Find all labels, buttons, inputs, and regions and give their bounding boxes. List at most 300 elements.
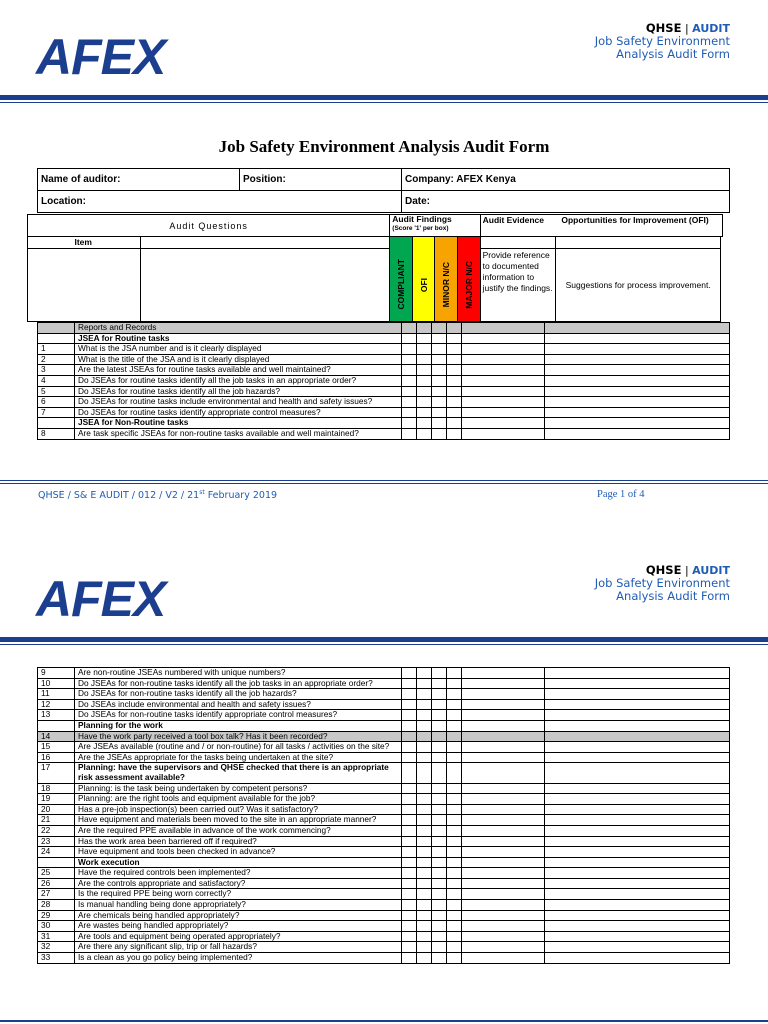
compliant-cell[interactable] bbox=[402, 868, 417, 879]
ofi-suggestion-cell[interactable] bbox=[545, 878, 730, 889]
header-rule bbox=[0, 95, 768, 100]
minor-nc-cell[interactable] bbox=[432, 825, 447, 836]
major-nc-cell[interactable] bbox=[447, 333, 462, 344]
footer-rule-page-2 bbox=[0, 1020, 768, 1022]
question-row bbox=[38, 794, 730, 805]
question-text: Do JSEAs for non-routine tasks identify all the job tasks in an appropriate order? bbox=[75, 678, 402, 689]
question-row bbox=[38, 731, 730, 742]
compliant-cell[interactable] bbox=[402, 804, 417, 815]
ofi-suggestion-cell[interactable] bbox=[545, 710, 730, 721]
evidence-cell[interactable] bbox=[462, 354, 545, 365]
major-nc-cell[interactable] bbox=[447, 889, 462, 900]
evidence-cell[interactable] bbox=[462, 921, 545, 932]
minor-nc-cell[interactable] bbox=[432, 354, 447, 365]
ofi-cell[interactable] bbox=[417, 847, 432, 858]
evidence-cell[interactable] bbox=[462, 763, 545, 783]
ofi-cell[interactable] bbox=[417, 354, 432, 365]
minor-nc-cell[interactable] bbox=[432, 942, 447, 953]
evidence-cell[interactable] bbox=[462, 942, 545, 953]
item-number: 32 bbox=[38, 942, 75, 953]
minor-nc-cell[interactable] bbox=[432, 397, 447, 408]
compliant-cell[interactable] bbox=[402, 742, 417, 753]
compliant-cell[interactable] bbox=[402, 678, 417, 689]
ofi-cell[interactable] bbox=[417, 699, 432, 710]
question-row bbox=[38, 333, 730, 344]
ofi-suggestion-cell[interactable] bbox=[545, 428, 730, 439]
question-row bbox=[38, 689, 730, 700]
evidence-cell[interactable] bbox=[462, 407, 545, 418]
major-nc-cell[interactable] bbox=[447, 857, 462, 868]
minor-nc-cell[interactable] bbox=[432, 783, 447, 794]
compliant-cell[interactable] bbox=[402, 344, 417, 355]
minor-nc-cell[interactable] bbox=[432, 344, 447, 355]
ofi-suggestion-cell[interactable] bbox=[545, 720, 730, 731]
ofi-cell[interactable] bbox=[417, 942, 432, 953]
major-nc-cell[interactable] bbox=[447, 731, 462, 742]
ofi-suggestion-cell[interactable] bbox=[545, 953, 730, 964]
major-nc-cell[interactable] bbox=[447, 689, 462, 700]
document-header-2: QHSE | AUDIT Job Safety Environment Analysis Audit Form bbox=[594, 563, 730, 603]
minor-nc-cell[interactable] bbox=[432, 428, 447, 439]
minor-nc-cell[interactable] bbox=[432, 407, 447, 418]
question-text: Are wastes being handled appropriately? bbox=[75, 921, 402, 932]
minor-nc-cell[interactable] bbox=[432, 931, 447, 942]
compliant-cell[interactable] bbox=[402, 921, 417, 932]
question-text: Are tools and equipment being operated appropriately? bbox=[75, 931, 402, 942]
major-nc-cell[interactable] bbox=[447, 678, 462, 689]
compliant-cell[interactable] bbox=[402, 354, 417, 365]
evidence-cell[interactable] bbox=[462, 752, 545, 763]
item-number: 4 bbox=[38, 375, 75, 386]
ofi-suggestion-cell[interactable] bbox=[545, 668, 730, 679]
compliant-cell[interactable] bbox=[402, 836, 417, 847]
ofi-suggestion-cell[interactable] bbox=[545, 678, 730, 689]
minor-nc-cell[interactable] bbox=[432, 815, 447, 826]
item-number: 15 bbox=[38, 742, 75, 753]
major-nc-cell[interactable] bbox=[447, 868, 462, 879]
header-rule-thin bbox=[0, 102, 768, 103]
minor-nc-cell[interactable] bbox=[432, 857, 447, 868]
question-text: What is the JSA number and is it clearly displayed bbox=[75, 344, 402, 355]
major-nc-cell[interactable] bbox=[447, 386, 462, 397]
ofi-header: Opportunities for Improvement (OFI) bbox=[555, 215, 722, 237]
ofi-cell[interactable] bbox=[417, 910, 432, 921]
major-nc-cell[interactable] bbox=[447, 375, 462, 386]
ofi-cell[interactable] bbox=[417, 783, 432, 794]
ofi-suggestion-cell[interactable] bbox=[545, 354, 730, 365]
major-nc-cell[interactable] bbox=[447, 365, 462, 376]
compliant-cell[interactable] bbox=[402, 375, 417, 386]
minor-nc-cell[interactable] bbox=[432, 878, 447, 889]
minor-nc-cell[interactable] bbox=[432, 689, 447, 700]
location-field[interactable]: Location: bbox=[38, 191, 402, 213]
question-text: Planning: have the supervisors and QHSE checked that there is an appropriate risk assessment available? bbox=[75, 763, 402, 783]
ofi-cell[interactable] bbox=[417, 931, 432, 942]
compliant-cell[interactable] bbox=[402, 794, 417, 805]
ofi-cell[interactable] bbox=[417, 804, 432, 815]
question-text: Has a pre-job inspection(s) been carried out? Was it satisfactory? bbox=[75, 804, 402, 815]
minor-nc-cell[interactable] bbox=[432, 752, 447, 763]
item-number: 28 bbox=[38, 900, 75, 911]
ofi-cell[interactable] bbox=[417, 763, 432, 783]
compliant-cell[interactable] bbox=[402, 857, 417, 868]
compliant-cell[interactable] bbox=[402, 365, 417, 376]
compliant-cell[interactable] bbox=[402, 668, 417, 679]
major-nc-cell[interactable] bbox=[447, 344, 462, 355]
question-row bbox=[38, 344, 730, 355]
ofi-suggestion-cell[interactable] bbox=[545, 794, 730, 805]
ofi-cell[interactable] bbox=[417, 323, 432, 334]
evidence-cell[interactable] bbox=[462, 783, 545, 794]
item-number: 17 bbox=[38, 763, 75, 783]
major-nc-cell[interactable] bbox=[447, 900, 462, 911]
ofi-suggestion-cell[interactable] bbox=[545, 418, 730, 429]
minor-nc-cell[interactable] bbox=[432, 710, 447, 721]
question-text: Do JSEAs for non-routine tasks identify all the job hazards? bbox=[75, 689, 402, 700]
ofi-suggestion-cell[interactable] bbox=[545, 699, 730, 710]
minor-nc-cell[interactable] bbox=[432, 668, 447, 679]
evidence-cell[interactable] bbox=[462, 668, 545, 679]
minor-nc-cell[interactable] bbox=[432, 731, 447, 742]
compliant-cell[interactable] bbox=[402, 815, 417, 826]
major-nc-cell[interactable] bbox=[447, 720, 462, 731]
evidence-cell[interactable] bbox=[462, 857, 545, 868]
item-number: 9 bbox=[38, 668, 75, 679]
ofi-suggestion-cell[interactable] bbox=[545, 804, 730, 815]
compliant-cell[interactable] bbox=[402, 942, 417, 953]
ofi-cell[interactable] bbox=[417, 386, 432, 397]
compliant-cell[interactable] bbox=[402, 386, 417, 397]
question-text: Planning for the work bbox=[75, 720, 402, 731]
ofi-cell[interactable] bbox=[417, 418, 432, 429]
ofi-suggestion-cell[interactable] bbox=[545, 900, 730, 911]
ofi-suggestion-cell[interactable] bbox=[545, 868, 730, 879]
ofi-cell[interactable] bbox=[417, 825, 432, 836]
compliant-cell[interactable] bbox=[402, 889, 417, 900]
major-nc-cell[interactable] bbox=[447, 953, 462, 964]
evidence-cell[interactable] bbox=[462, 397, 545, 408]
date-field[interactable]: Date: bbox=[402, 191, 730, 213]
ofi-cell[interactable] bbox=[417, 900, 432, 911]
ofi-cell[interactable] bbox=[417, 868, 432, 879]
ofi-suggestion-cell[interactable] bbox=[545, 365, 730, 376]
item-number: 10 bbox=[38, 678, 75, 689]
ofi-suggestion-cell[interactable] bbox=[545, 344, 730, 355]
evidence-cell[interactable] bbox=[462, 804, 545, 815]
major-nc-cell[interactable] bbox=[447, 931, 462, 942]
ofi-suggestion-cell[interactable] bbox=[545, 910, 730, 921]
question-row bbox=[38, 889, 730, 900]
item-number: 25 bbox=[38, 868, 75, 879]
item-number: 24 bbox=[38, 847, 75, 858]
major-nc-cell[interactable] bbox=[447, 323, 462, 334]
question-row bbox=[38, 386, 730, 397]
compliant-cell[interactable] bbox=[402, 953, 417, 964]
evidence-cell[interactable] bbox=[462, 836, 545, 847]
ofi-suggestion-cell[interactable] bbox=[545, 942, 730, 953]
ofi-suggestion-cell[interactable] bbox=[545, 731, 730, 742]
item-header: Item bbox=[28, 237, 141, 249]
major-nc-cell[interactable] bbox=[447, 815, 462, 826]
minor-nc-cell[interactable] bbox=[432, 418, 447, 429]
compliant-cell[interactable] bbox=[402, 931, 417, 942]
ofi-suggestion-cell[interactable] bbox=[545, 397, 730, 408]
ofi-cell[interactable] bbox=[417, 836, 432, 847]
minor-nc-cell[interactable] bbox=[432, 794, 447, 805]
evidence-cell[interactable] bbox=[462, 365, 545, 376]
compliant-cell[interactable] bbox=[402, 407, 417, 418]
evidence-cell[interactable] bbox=[462, 689, 545, 700]
evidence-cell[interactable] bbox=[462, 386, 545, 397]
compliant-cell[interactable] bbox=[402, 763, 417, 783]
evidence-cell[interactable] bbox=[462, 720, 545, 731]
major-nc-cell[interactable] bbox=[447, 397, 462, 408]
major-nc-cell[interactable] bbox=[447, 428, 462, 439]
compliant-cell[interactable] bbox=[402, 710, 417, 721]
question-text: Planning: is the task being undertaken by competent persons? bbox=[75, 783, 402, 794]
ofi-suggestion-cell[interactable] bbox=[545, 857, 730, 868]
footer-rule-2 bbox=[0, 483, 768, 484]
page-1 bbox=[0, 0, 768, 510]
major-nc-cell[interactable] bbox=[447, 763, 462, 783]
evidence-cell[interactable] bbox=[462, 699, 545, 710]
question-row bbox=[38, 815, 730, 826]
ofi-cell[interactable] bbox=[417, 731, 432, 742]
major-nc-cell[interactable] bbox=[447, 752, 462, 763]
evidence-cell[interactable] bbox=[462, 333, 545, 344]
major-nc-cell[interactable] bbox=[447, 742, 462, 753]
ofi-suggestion-cell[interactable] bbox=[545, 783, 730, 794]
ofi-suggestion-cell[interactable] bbox=[545, 742, 730, 753]
major-nc-cell[interactable] bbox=[447, 418, 462, 429]
ofi-cell[interactable] bbox=[417, 878, 432, 889]
ofi-suggestion-cell[interactable] bbox=[545, 889, 730, 900]
question-row bbox=[38, 857, 730, 868]
evidence-cell[interactable] bbox=[462, 910, 545, 921]
major-nc-cell[interactable] bbox=[447, 699, 462, 710]
compliant-cell[interactable] bbox=[402, 699, 417, 710]
ofi-suggestion-cell[interactable] bbox=[545, 931, 730, 942]
ofi-cell[interactable] bbox=[417, 857, 432, 868]
ofi-cell[interactable] bbox=[417, 365, 432, 376]
compliant-cell[interactable] bbox=[402, 910, 417, 921]
compliant-cell[interactable] bbox=[402, 847, 417, 858]
minor-nc-cell[interactable] bbox=[432, 720, 447, 731]
ofi-suggestion-cell[interactable] bbox=[545, 375, 730, 386]
question-row bbox=[38, 397, 730, 408]
compliant-cell[interactable] bbox=[402, 731, 417, 742]
evidence-cell[interactable] bbox=[462, 323, 545, 334]
ofi-suggestion-cell[interactable] bbox=[545, 836, 730, 847]
major-nc-cell[interactable] bbox=[447, 825, 462, 836]
minor-nc-cell[interactable] bbox=[432, 804, 447, 815]
minor-nc-cell[interactable] bbox=[432, 847, 447, 858]
question-row bbox=[38, 678, 730, 689]
evidence-cell[interactable] bbox=[462, 428, 545, 439]
questions-table-page-2 bbox=[37, 667, 730, 964]
ofi-suggestion-cell[interactable] bbox=[545, 689, 730, 700]
minor-nc-cell[interactable] bbox=[432, 742, 447, 753]
minor-nc-cell[interactable] bbox=[432, 836, 447, 847]
ofi-suggestion-cell[interactable] bbox=[545, 825, 730, 836]
minor-nc-cell[interactable] bbox=[432, 699, 447, 710]
compliant-cell[interactable] bbox=[402, 720, 417, 731]
major-nc-cell[interactable] bbox=[447, 836, 462, 847]
question-text: Do JSEAs for routine tasks include environmental and health and safety issues? bbox=[75, 397, 402, 408]
question-row bbox=[38, 354, 730, 365]
major-nc-cell[interactable] bbox=[447, 804, 462, 815]
question-text: Are the required PPE available in advance of the work commencing? bbox=[75, 825, 402, 836]
compliant-cell[interactable] bbox=[402, 428, 417, 439]
question-row bbox=[38, 825, 730, 836]
item-number: 6 bbox=[38, 397, 75, 408]
minor-nc-cell[interactable] bbox=[432, 921, 447, 932]
evidence-cell[interactable] bbox=[462, 678, 545, 689]
evidence-cell[interactable] bbox=[462, 953, 545, 964]
major-nc-cell[interactable] bbox=[447, 942, 462, 953]
ofi-cell[interactable] bbox=[417, 375, 432, 386]
question-text: Has the work area been barriered off if required? bbox=[75, 836, 402, 847]
page-2 bbox=[0, 540, 768, 1024]
ofi-cell[interactable] bbox=[417, 344, 432, 355]
info-table bbox=[37, 168, 730, 213]
question-row bbox=[38, 953, 730, 964]
evidence-cell[interactable] bbox=[462, 868, 545, 879]
minor-nc-cell[interactable] bbox=[432, 763, 447, 783]
ofi-suggestion-cell[interactable] bbox=[545, 407, 730, 418]
major-nc-cell[interactable] bbox=[447, 910, 462, 921]
compliant-cell[interactable] bbox=[402, 878, 417, 889]
minor-nc-cell[interactable] bbox=[432, 900, 447, 911]
question-text: JSEA for Routine tasks bbox=[75, 333, 402, 344]
question-text: Is the required PPE being worn correctly? bbox=[75, 889, 402, 900]
minor-nc-cell[interactable] bbox=[432, 868, 447, 879]
ofi-cell[interactable] bbox=[417, 815, 432, 826]
evidence-cell[interactable] bbox=[462, 825, 545, 836]
question-row bbox=[38, 323, 730, 334]
compliant-cell[interactable] bbox=[402, 418, 417, 429]
question-row bbox=[38, 428, 730, 439]
ofi-suggestion-cell[interactable] bbox=[545, 763, 730, 783]
minor-nc-cell[interactable] bbox=[432, 375, 447, 386]
minor-nc-cell[interactable] bbox=[432, 889, 447, 900]
ofi-cell[interactable] bbox=[417, 752, 432, 763]
item-number: 7 bbox=[38, 407, 75, 418]
item-number: 16 bbox=[38, 752, 75, 763]
question-row bbox=[38, 783, 730, 794]
page-title: Job Safety Environment Analysis Audit Form bbox=[218, 137, 550, 156]
ofi-cell[interactable] bbox=[417, 720, 432, 731]
ofi-cell[interactable] bbox=[417, 333, 432, 344]
compliant-cell[interactable] bbox=[402, 689, 417, 700]
ofi-cell[interactable] bbox=[417, 794, 432, 805]
evidence-cell[interactable] bbox=[462, 847, 545, 858]
evidence-cell[interactable] bbox=[462, 742, 545, 753]
ofi-suggestion-cell[interactable] bbox=[545, 815, 730, 826]
company-field[interactable]: Company: AFEX Kenya bbox=[402, 169, 730, 191]
compliant-cell[interactable] bbox=[402, 397, 417, 408]
ofi-cell[interactable] bbox=[417, 689, 432, 700]
ofi-cell[interactable] bbox=[417, 407, 432, 418]
evidence-cell[interactable] bbox=[462, 794, 545, 805]
ofi-cell[interactable] bbox=[417, 678, 432, 689]
footer-rule bbox=[0, 480, 768, 481]
ofi-cell[interactable] bbox=[417, 953, 432, 964]
minor-nc-cell[interactable] bbox=[432, 333, 447, 344]
evidence-cell[interactable] bbox=[462, 889, 545, 900]
evidence-cell[interactable] bbox=[462, 418, 545, 429]
ofi-cell[interactable] bbox=[417, 921, 432, 932]
compliant-cell[interactable] bbox=[402, 752, 417, 763]
ofi-suggestion-cell[interactable] bbox=[545, 752, 730, 763]
minor-nc-cell[interactable] bbox=[432, 678, 447, 689]
ofi-cell[interactable] bbox=[417, 889, 432, 900]
major-nc-cell[interactable] bbox=[447, 847, 462, 858]
ofi-suggestion-cell[interactable] bbox=[545, 386, 730, 397]
auditor-field[interactable]: Name of auditor: bbox=[38, 169, 240, 191]
ofi-cell[interactable] bbox=[417, 397, 432, 408]
minor-nc-cell[interactable] bbox=[432, 365, 447, 376]
ofi-suggestion-cell[interactable] bbox=[545, 921, 730, 932]
compliant-cell[interactable] bbox=[402, 900, 417, 911]
minor-nc-cell[interactable] bbox=[432, 953, 447, 964]
minor-nc-cell[interactable] bbox=[432, 386, 447, 397]
ofi-cell[interactable] bbox=[417, 668, 432, 679]
major-nc-cell[interactable] bbox=[447, 878, 462, 889]
ofi-suggestion-cell[interactable] bbox=[545, 333, 730, 344]
evidence-cell[interactable] bbox=[462, 731, 545, 742]
position-field[interactable]: Position: bbox=[240, 169, 402, 191]
compliant-cell[interactable] bbox=[402, 333, 417, 344]
document-header: QHSE | AUDIT Job Safety Environment Analysis Audit Form bbox=[594, 21, 730, 61]
evidence-cell[interactable] bbox=[462, 900, 545, 911]
evidence-cell[interactable] bbox=[462, 815, 545, 826]
question-text: What is the title of the JSA and is it clearly displayed bbox=[75, 354, 402, 365]
ofi-suggestion-cell[interactable] bbox=[545, 323, 730, 334]
evidence-cell[interactable] bbox=[462, 710, 545, 721]
major-nc-cell[interactable] bbox=[447, 668, 462, 679]
question-row bbox=[38, 921, 730, 932]
major-nc-cell[interactable] bbox=[447, 407, 462, 418]
question-row bbox=[38, 742, 730, 753]
major-nc-cell[interactable] bbox=[447, 710, 462, 721]
question-text: Do JSEAs for routine tasks identify appropriate control measures? bbox=[75, 407, 402, 418]
evidence-cell[interactable] bbox=[462, 878, 545, 889]
major-nc-cell[interactable] bbox=[447, 921, 462, 932]
item-number: 14 bbox=[38, 731, 75, 742]
compliant-cell[interactable] bbox=[402, 783, 417, 794]
column-header-table bbox=[27, 214, 723, 322]
major-nc-cell[interactable] bbox=[447, 794, 462, 805]
major-nc-cell[interactable] bbox=[447, 354, 462, 365]
question-row bbox=[38, 720, 730, 731]
major-nc-cell[interactable] bbox=[447, 783, 462, 794]
minor-nc-cell[interactable] bbox=[432, 323, 447, 334]
ofi-cell[interactable] bbox=[417, 710, 432, 721]
evidence-cell[interactable] bbox=[462, 375, 545, 386]
evidence-cell[interactable] bbox=[462, 344, 545, 355]
compliant-cell[interactable] bbox=[402, 825, 417, 836]
minor-nc-cell[interactable] bbox=[432, 910, 447, 921]
question-row bbox=[38, 878, 730, 889]
evidence-cell[interactable] bbox=[462, 931, 545, 942]
compliant-cell[interactable] bbox=[402, 323, 417, 334]
question-text: Have equipment and tools been checked in advance? bbox=[75, 847, 402, 858]
ofi-cell[interactable] bbox=[417, 428, 432, 439]
item-number: 20 bbox=[38, 804, 75, 815]
ofi-suggestion-cell[interactable] bbox=[545, 847, 730, 858]
ofi-cell[interactable] bbox=[417, 742, 432, 753]
